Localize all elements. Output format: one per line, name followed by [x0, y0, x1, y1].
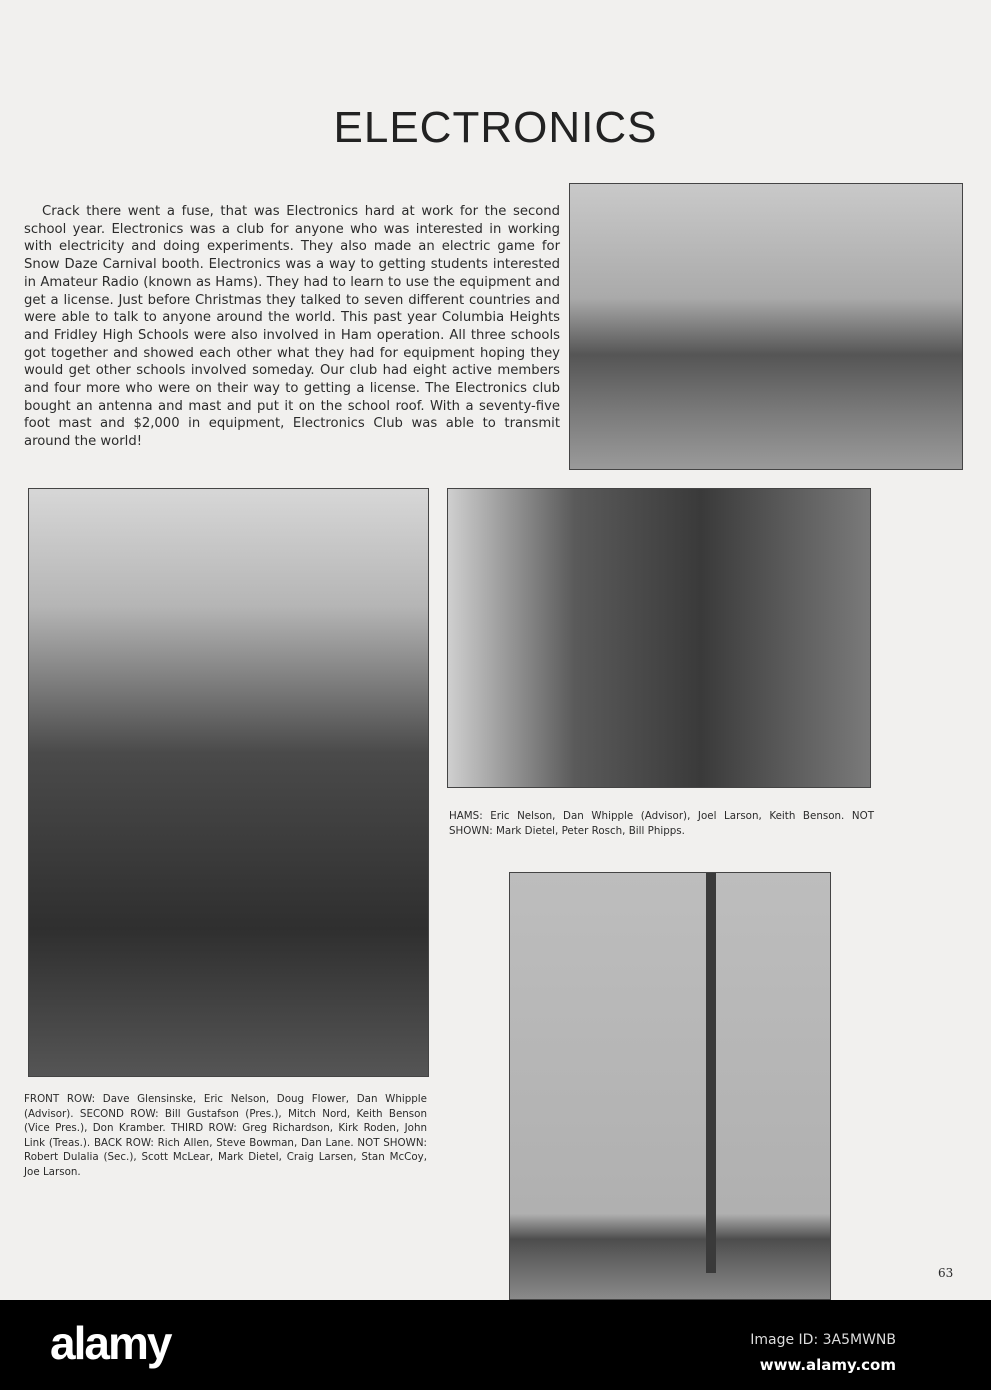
watermark-footer — [0, 1300, 991, 1390]
photo-club-group — [28, 488, 429, 1077]
site-url: www.alamy.com — [759, 1356, 896, 1374]
mast-shape — [706, 873, 716, 1273]
photo-hams-radio-room — [447, 488, 871, 788]
photo-antenna-mast — [509, 872, 831, 1300]
article-text: Crack there went a fuse, that was Electronics hard at work for the second school year. Electronics was a club for anyone who was interested in working with electricity and doing experiments. They also made an electric game for Snow Daze Carnival booth. Electronics was a way to getting students interested in Amateur Radio (known as Hams). They had to learn to use the equipment and get a license. Just before Christmas they talked to seven different countries and were able to talk to anyone around the world. This past year Columbia Heights and Fridley High Schools were also involved in Ham operation. All three schools got together and showed each other what they had for equipment hoping they would get other schools involved someday. Our club had eight active members and four more who were on their way to getting a license. The Electronics club bought an antenna and mast and put it on the school roof. With a seventy-five foot mast and $2,000 in equipment, Electronics Club was able to transmit around the world! — [24, 204, 560, 450]
photo-raising-antenna — [569, 183, 963, 470]
hams-photo-caption: HAMS: Eric Nelson, Dan Whipple (Advisor), Joel Larson, Keith Benson. NOT SHOWN: Mark Dietel, Peter Rosch, Bill Phipps. — [449, 810, 874, 837]
image-id: Image ID: 3A5MWNB — [750, 1332, 896, 1348]
group-photo-caption: FRONT ROW: Dave Glensinske, Eric Nelson, Doug Flower, Dan Whipple (Advisor). SECOND ROW: Bill Gustafson (Pres.), Mitch Nord, Keith Benson (Vice Pres.), Don Kramber. THIRD ROW: Greg Richardson, Kirk Roden, John Link (Treas.). BACK ROW: Rich Allen, Steve Bowman, Dan Lane. NOT SHOWN: Robert Dulalia (Sec.), Scott McLear, Mark Dietel, Craig Larsen, Stan McCoy, Joe Larson. — [24, 1093, 427, 1178]
page-title: ELECTRONICS — [333, 103, 658, 152]
alamy-logo: alamy — [50, 1317, 171, 1369]
page-number: 63 — [938, 1266, 954, 1280]
